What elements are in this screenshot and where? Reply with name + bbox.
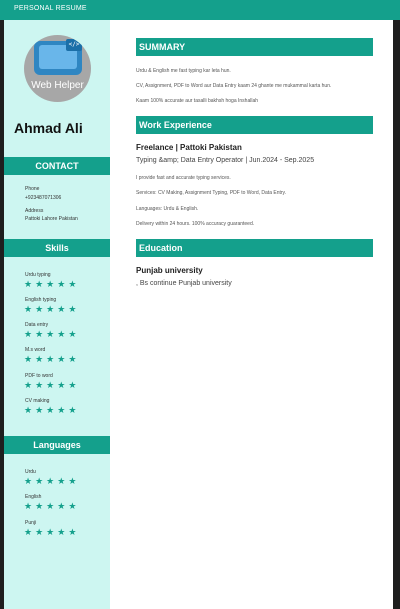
experience-line: Languages: Urdu & English. [136,206,199,212]
skill-label: English typing [25,297,57,303]
education-detail: , Bs continue Punjab university [136,280,232,287]
star-icon: ★ [35,527,47,537]
skill-label: PDF to word [25,373,53,379]
star-icon: ★ [35,380,47,390]
language-rating [24,528,79,537]
star-icon: ★ [35,476,47,486]
star-icon: ★ [46,380,58,390]
star-icon: ★ [24,380,36,390]
resume-page [4,20,393,609]
star-icon: ★ [35,405,47,415]
skill-label: M.s word [25,347,46,353]
contact-heading: CONTACT [4,157,110,175]
skills-heading: Skills [4,239,110,257]
education-heading: Education [136,239,373,257]
language-label: English [25,494,42,500]
star-icon: ★ [68,279,80,289]
star-icon: ★ [68,405,80,415]
star-icon: ★ [24,279,36,289]
avatar [24,35,91,102]
language-rating [24,477,79,486]
address-value: Pattoki Lahore Pakistan [25,216,78,222]
star-icon: ★ [35,501,47,511]
star-icon: ★ [46,329,58,339]
star-icon: ★ [24,304,36,314]
top-bar [0,0,400,20]
star-icon: ★ [46,304,58,314]
skill-label: Urdu typing [25,272,51,278]
skill-rating [24,330,79,339]
star-icon: ★ [68,527,80,537]
star-icon: ★ [57,501,69,511]
language-rating [24,502,79,511]
laptop-icon [34,41,82,75]
skill-rating [24,381,79,390]
star-icon: ★ [46,279,58,289]
skill-label: CV making [25,398,50,404]
language-label: Urdu [25,469,36,475]
star-icon: ★ [46,405,58,415]
star-icon: ★ [35,329,47,339]
star-icon: ★ [46,527,58,537]
star-icon: ★ [24,476,36,486]
star-icon: ★ [35,354,47,364]
summary-line: Urdu & English me fast typing kar leta hun. [136,68,231,74]
sidebar [4,20,110,609]
star-icon: ★ [68,329,80,339]
experience-line: Delivery within 24 hours. 100% accuracy guaranteed. [136,221,255,227]
star-icon: ★ [24,354,36,364]
language-label: Punji [25,520,37,526]
star-icon: ★ [46,501,58,511]
education-school: Punjab university [136,266,203,275]
star-icon: ★ [57,329,69,339]
star-icon: ★ [68,354,80,364]
top-bar-title: PERSONAL RESUME [14,5,87,12]
experience-heading: Work Experience [136,116,373,134]
summary-heading: SUMMARY [136,38,373,56]
star-icon: ★ [24,329,36,339]
star-icon: ★ [35,304,47,314]
star-icon: ★ [57,354,69,364]
star-icon: ★ [46,354,58,364]
languages-heading: Languages [4,436,110,454]
star-icon: ★ [24,501,36,511]
star-icon: ★ [57,476,69,486]
star-icon: ★ [57,527,69,537]
skill-rating [24,305,79,314]
star-icon: ★ [68,380,80,390]
skill-rating [24,406,79,415]
star-icon: ★ [57,380,69,390]
star-icon: ★ [35,279,47,289]
skill-rating [24,280,79,289]
star-icon: ★ [24,405,36,415]
skill-label: Data entry [25,322,49,328]
experience-company: Freelance | Pattoki Pakistan [136,143,242,152]
star-icon: ★ [24,527,36,537]
code-icon: </> [66,39,82,51]
experience-line: I provide fast and accurate typing services. [136,175,231,181]
summary-line: CV, Assignment, PDF to Word aur Data Entry kaam 24 ghante me mukammal karta hun. [136,83,332,89]
experience-line: Services: CV Making, Assignment Typing, PDF to Word, Data Entry. [136,190,287,196]
experience-role: Typing &amp; Data Entry Operator | Jun.2024 - Sep.2025 [136,157,315,164]
star-icon: ★ [57,279,69,289]
avatar-label: Web Helper [31,80,84,91]
star-icon: ★ [46,476,58,486]
address-label: Address [25,208,44,214]
star-icon: ★ [68,476,80,486]
star-icon: ★ [57,304,69,314]
profile-name: Ahmad Ali [14,120,83,136]
phone-value: +923487071306 [25,195,62,201]
summary-line: Kaam 100% accurate aur tasalli bakhsh hoga Inshallah [136,98,259,104]
star-icon: ★ [68,304,80,314]
star-icon: ★ [68,501,80,511]
star-icon: ★ [57,405,69,415]
phone-label: Phone [25,186,40,192]
skill-rating [24,355,79,364]
